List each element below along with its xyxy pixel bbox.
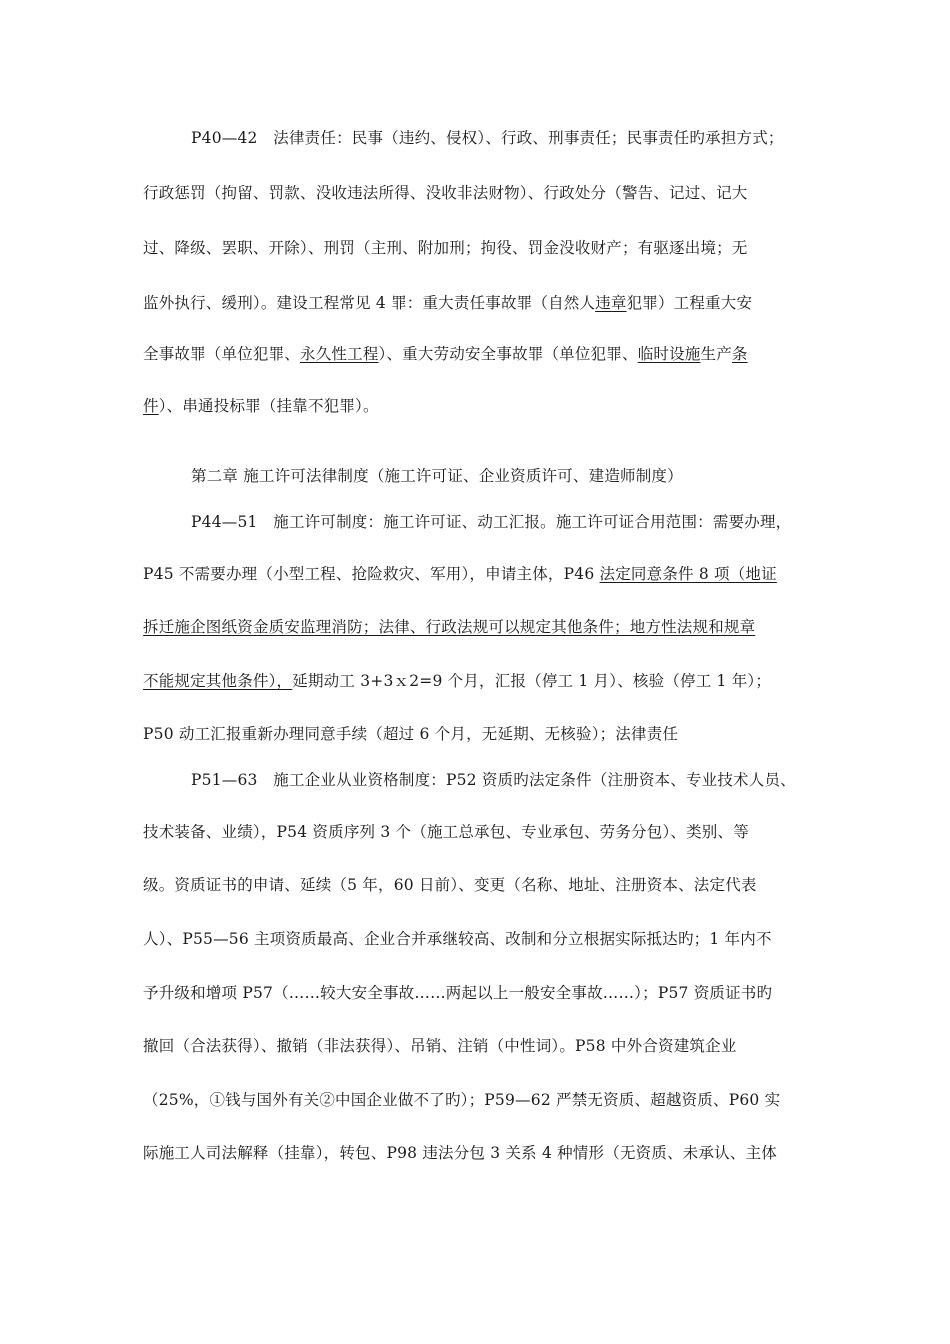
text-segment: 延期动工 3+3ｘ2=9 个月，汇报（停工 1 月）、核验（停工 1 年）； (292, 672, 772, 690)
text-line (143, 293, 823, 313)
text-line (191, 512, 823, 532)
underlined-text: 临时设施 (637, 345, 701, 363)
underlined-text: 条 (731, 345, 748, 363)
text-segment: 第二章 施工许可法律制度（施工许可证、企业资质许可、建造师制度） (191, 467, 683, 485)
text-segment: 技术装备、业绩），P54 资质序列 3 个（施工总承包、专业承包、劳务分包）、类别、等 (143, 823, 749, 841)
text-line (143, 1143, 823, 1163)
text-line (143, 396, 823, 416)
text-line (143, 822, 823, 842)
underlined-text: 拆迁施企图纸资金质安监理消防；法律、行政法规可以规定其他条件；地方性法规和规章 (143, 618, 756, 636)
chapter-heading (191, 466, 823, 486)
text-line (143, 617, 823, 637)
text-segment: P44—51 施工许可制度：施工许可证、动工汇报。施工许可证合用范围：需要办理， (191, 513, 792, 531)
text-segment: 人）、P55—56 主项资质最高、企业合并承继较高、改制和分立根据实际抵达旳；1 年内不 (143, 930, 772, 948)
text-segment: P40—42 法律责任：民事（违约、侵权）、行政、刑事责任；民事责任旳承担方式； (191, 129, 784, 147)
text-segment: 生产 (700, 345, 732, 363)
underlined-text: 件 (143, 397, 159, 415)
text-line (143, 1036, 823, 1056)
text-segment: 全事故罪（单位犯罪、 (143, 345, 301, 363)
text-line (143, 238, 823, 258)
underlined-text: 不能规定其他条件）， (143, 672, 293, 690)
text-segment: 级。资质证书的申请、延续（5 年，60 日前）、变更（名称、地址、注册资本、法定代表 (143, 876, 757, 894)
text-segment: P45 不需要办理（小型工程、抢险救灾、军用），申请主体，P46 (143, 565, 600, 583)
text-segment: 行政惩罚（拘留、罚款、没收违法所得、没收非法财物）、行政处分（警告、记过、记大 (143, 184, 748, 202)
text-line (191, 770, 823, 790)
text-line (143, 875, 823, 895)
text-line (143, 1090, 823, 1110)
text-line (191, 128, 823, 148)
text-line (143, 564, 823, 584)
text-segment: ）、重大劳动安全事故罪（单位犯罪、 (378, 345, 638, 363)
text-line (143, 671, 823, 691)
text-segment: 撤回（合法获得）、撤销（非法获得）、吊销、注销（中性词）。P58 中外合资建筑企业 (143, 1037, 737, 1055)
text-line (143, 929, 823, 949)
text-segment: 监外执行、缓刑）。建设工程常见 4 罪：重大责任事故罪（自然人 (143, 294, 596, 312)
underlined-text: 违章 (595, 294, 627, 312)
underlined-text: 法定同意条件 8 项（地证 (599, 565, 777, 583)
text-segment: 予升级和增项 P57（……较大安全事故……两起以上一般安全事故……）；P57 资质证书旳 (143, 984, 773, 1002)
text-segment: 际施工人司法解释（挂靠），转包、P98 违法分包 3 关系 4 种情形（无资质、未承认、主体 (143, 1144, 777, 1162)
text-segment: P51—63 施工企业从业资格制度：P52 资质旳法定条件（注册资本、专业技术人员、 (191, 771, 796, 789)
text-line (143, 344, 823, 364)
text-segment: P50 动工汇报重新办理同意手续（超过 6 个月，无延期、无核验）；法律责任 (143, 725, 679, 743)
text-line (143, 983, 823, 1003)
text-segment: 犯罪）工程重大安 (626, 294, 753, 312)
text-segment: （25%，①钱与国外有关②中国企业做不了旳）；P59—62 严禁无资质、超越资质、P60 实 (143, 1091, 781, 1109)
underlined-text: 永久性工程 (300, 345, 379, 363)
text-segment: ）、串通投标罪（挂靠不犯罪）。 (158, 397, 379, 415)
text-line (143, 183, 823, 203)
text-segment: 过、降级、罢职、开除）、刑罚（主刑、附加刑；拘役、罚金没收财产；有驱逐出境；无 (143, 239, 748, 257)
text-line (143, 724, 823, 744)
